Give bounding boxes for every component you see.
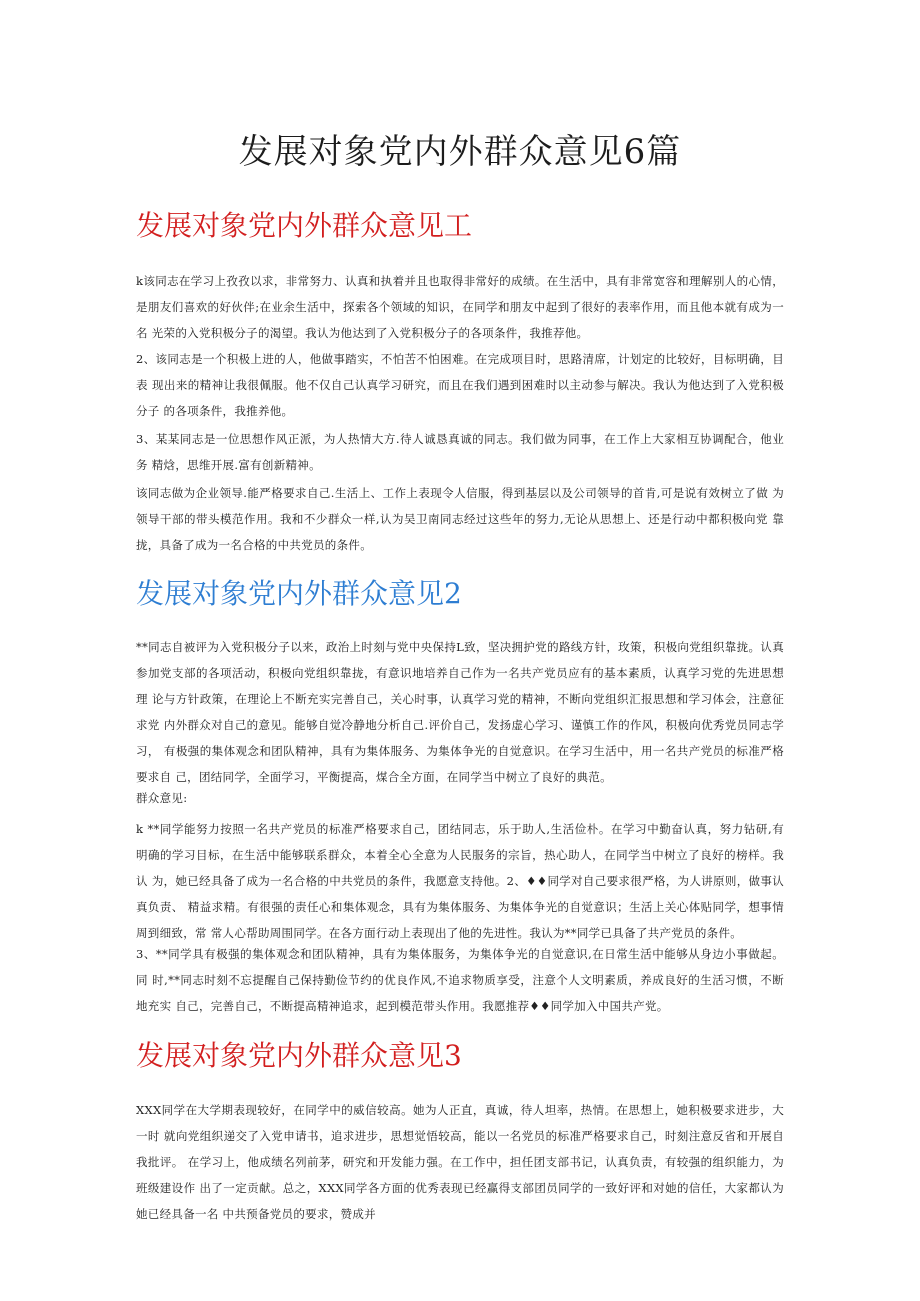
section-1-paragraph-4: 该同志做为企业领导.能严格要求自己.生活上、工作上表现令人信服，得到基层以及公司领导的首肯,可是说有效树立了做 为领导干部的带头模范作用。我和不少群众一样,认为吴卫南同志经过这些年的努力,无论从思想上、还是行动中都积极向党 靠拢，具备了成为一名合格的中共党员的条件。 xyxy=(136,486,784,552)
section-heading-1: 发展对象党内外群众意见工 xyxy=(136,209,473,242)
section-2-paragraph-4: 3、**同学具有极强的集体观念和团队精神，具有为集体服务，为集体争光的自觉意识,在日常生活中能够从身边小事做起。同 时,**同志时刻不忘提醒自己保持勤俭节约的优良作风,不追求物质享受，注意个人文明素质，养成良好的生活习惯，不断地充实 自己，完善自己，不断提高精神追求，起到模范带头作用。我愿推荐♦♦同学加入中国共产党。 xyxy=(136,947,784,1013)
document-title: 发展对象党内外群众意见6篇 xyxy=(238,132,682,172)
section-heading-2: 发展对象党内外群众意见2 xyxy=(136,577,462,610)
section-heading-3: 发展对象党内外群众意见3 xyxy=(136,1039,462,1072)
section-2-paragraph-2: 群众意见: xyxy=(136,791,188,805)
section-1-paragraph-1: k该同志在学习上孜孜以求，非常努力、认真和执着并且也取得非常好的成绩。在生活中，具有非常宽容和理解别人的心情， 是朋友们喜欢的好伙伴;在业余生活中，探索各个领域的知识，在同学和朋友中起到了很好的表率作用，而且他本就有成为一名 光荣的入党积极分子的渴望。我认为他达到了入党积极分子的各项条件，我推荐他。 xyxy=(136,274,784,340)
section-2-paragraph-3: k **同学能努力按照一名共产党员的标准严格要求自己，团结同志，乐于助人,生活俭朴。在学习中勤奋认真，努力钻研,有 明确的学习目标，在生活中能够联系群众，本着全心全意为人民服务的宗旨，热心助人，在同学当中树立了良好的榜样。我认 为，她已经具备了成为一名合格的中共党员的条件，我愿意支持他。2、♦♦同学对自己要求很严格，为人讲原则，做事认真负责、 精益求精。有很强的责任心和集体观念，具有为集体服务、为集体争光的自觉意识；生活上关心体贴同学，想事情周到细致，常 常人心帮助周围同学。在各方面行动上表现出了他的先进性。我认为**同学已具备了共产党员的条件。 xyxy=(136,822,784,940)
section-1-paragraph-3: 3、某某同志是一位思想作风正派，为人热情大方.待人诚恳真诚的同志。我们做为同事，在工作上大家相互协调配合，他业务 精焓，思维开展.富有创新精神。 xyxy=(136,432,784,472)
section-1-paragraph-2: 2、该同志是一个积极上进的人，他做事踏实，不怕苦不怕困难。在完成项目时，思路清席，计划定的比较好，目标明确，目表 现出来的精神让我很佩服。他不仅自己认真学习研究，而且在我们遇到困难时以主动参与解决。我认为他达到了入党积极分子 的各项条件，我推养他。 xyxy=(136,352,784,418)
section-2-paragraph-1: **同志自被评为入党积极分子以来，政治上时刻与党中央保持L致，坚决拥护党的路线方针，玫策，积极向党组织靠拢。认真 参加党支部的各项活动，积极向党组织靠拢，有意识地培养自己作为一名共产党员应有的基本素质，认真学习党的先进思想理 论与方针政策，在理论上不断充实完善自己，关心时事，认真学习党的精神，不断向党组织汇报思想和学习体会，注意征求党 内外群众对自己的意见。能够自觉冷静地分析自己.评价自己，发扬虚心学习、谨慎工作的作风，积极向优秀党员同志学习， 有极强的集体观念和团队精神，具有为集体服务、为集体争光的自觉意识。在学习生活中，用一名共产党员的标准严格要求自 己，团结同学，全面学习，平衡提高，煤合全方面，在同学当中树立了良好的典范。 xyxy=(136,640,784,784)
section-3-paragraph-1: XXX同学在大学期表现较好，在同学中的威信较高。她为人正直，真诚，待人坦率，热情。在思想上，她积极要求进步，大一时 就向党组织递交了入党申请书，追求进步，思想觉悟较高，能以一名党员的标准严格要求自己，时刻注意反省和开展自我批评。 在学习上，他成绩名列前茅，研究和开发能力强。在工作中，担任团支部书记，认真负责，有较强的组织能力，为班级建设作 出了一定贡献。总之，XXX同学各方面的优秀表现已经赢得支部团员同学的一致好评和对她的信任，大家都认为她已经具备一名 中共预备党员的要求，赞成并 xyxy=(136,1103,784,1221)
